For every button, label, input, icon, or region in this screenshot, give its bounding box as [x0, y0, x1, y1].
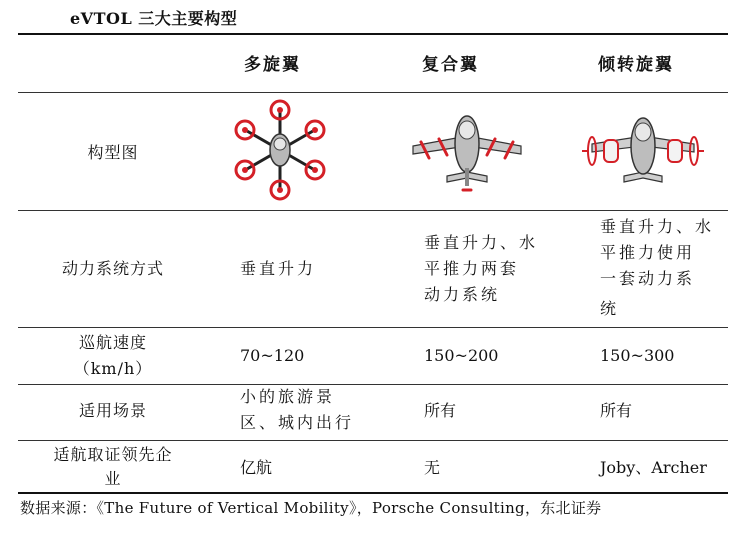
speed-tiltrotor: 150~300 — [600, 346, 675, 365]
power-tiltrotor-line1: 垂直升力、水 — [600, 217, 715, 236]
row-divider — [18, 440, 728, 441]
row-label-power: 动力系统方式 — [61, 259, 164, 278]
row-label-scenario: 适用场景 — [78, 401, 147, 420]
tiltrotor-icon — [578, 114, 708, 194]
row-divider — [18, 92, 728, 93]
row-label-speed-unit: （km/h） — [73, 359, 153, 378]
header-multirotor: 多旋翼 — [244, 55, 301, 75]
row-label-speed: 巡航速度 — [78, 333, 147, 352]
power-compound-line1: 垂直升力、水 — [424, 233, 539, 252]
leader-multirotor: 亿航 — [240, 458, 273, 477]
power-tiltrotor-line4: 统 — [600, 299, 620, 318]
scenario-multirotor-line2: 区、城内出行 — [240, 413, 355, 432]
scenario-multirotor-line1: 小的旅游景 — [240, 387, 336, 406]
speed-compound: 150~200 — [424, 346, 499, 365]
row-label-leaders: 适航取证领先企 — [53, 445, 173, 464]
row-divider — [18, 384, 728, 385]
speed-multirotor: 70~120 — [240, 346, 305, 365]
row-divider — [18, 210, 728, 211]
row-label-leaders-cont: 业 — [104, 469, 122, 488]
compound-wing-icon — [405, 112, 529, 194]
row-divider — [18, 327, 728, 328]
top-rule — [18, 33, 728, 35]
source-note: 数据来源：《The Future of Vertical Mobility》，Porsche Consulting，东北证券 — [20, 499, 602, 517]
power-compound-line2: 平推力两套 — [424, 259, 520, 278]
scenario-tiltrotor: 所有 — [600, 401, 633, 420]
power-tiltrotor-line2: 平推力使用 — [600, 243, 696, 262]
power-multirotor: 垂直升力 — [240, 259, 317, 278]
bottom-rule — [18, 492, 728, 494]
leader-tiltrotor: Joby、Archer — [600, 458, 707, 477]
row-label-config: 构型图 — [87, 143, 139, 162]
table-title: eVTOL 三大主要构型 — [70, 9, 238, 28]
scenario-compound: 所有 — [424, 401, 457, 420]
header-compound-wing: 复合翼 — [422, 55, 479, 75]
power-tiltrotor-line3: 一套动力系 — [600, 269, 696, 288]
multirotor-icon — [230, 98, 330, 202]
leader-compound: 无 — [424, 458, 441, 477]
power-compound-line3: 动力系统 — [424, 285, 501, 304]
header-tiltrotor: 倾转旋翼 — [598, 55, 674, 75]
